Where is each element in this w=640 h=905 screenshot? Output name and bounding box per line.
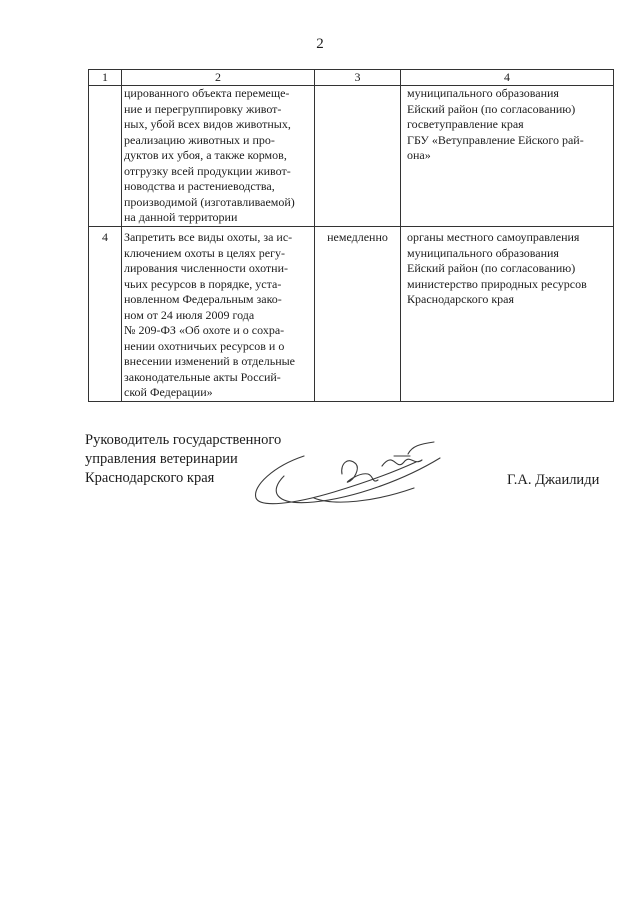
text-line: Запретить все виды охоты, за ис- [124,230,293,244]
signatory-name: Г.А. Джаилиди [507,472,600,488]
text-line: лирования численности охотни- [124,261,289,275]
text-line: отгрузку всей продукции живот- [124,163,291,178]
deadline-cell: немедленно [315,227,401,402]
column-header: 1 [89,70,122,86]
text-line: ном от 24 июля 2009 года [124,307,255,322]
text-line: дуктов их убоя, а также кормов, [124,148,287,162]
text-line: ской Федерации» [124,385,213,399]
text-line: ных, убой всех видов животных, [124,117,291,131]
text-line: она» [407,148,431,162]
text-line: Ейский район (по согласованию) [407,101,576,116]
text-line: ключением охоты в целях регу- [124,245,286,260]
text-line: министерство природных ресурсов [407,276,587,291]
text-line: госветуправление края [407,117,524,131]
signatory-title-line: управления ветеринарии [85,451,238,467]
signatory-title-line: Краснодарского края [85,470,215,486]
text-line: на данной территории [124,210,238,224]
text-line: цированного объекта перемеще- [124,86,290,100]
text-line: муниципального образования [407,245,559,260]
column-header: 4 [401,70,614,86]
text-line: муниципального образования [407,86,559,100]
measure-cell [122,86,315,227]
text-line: чьих ресурсов в порядке, уста- [124,276,282,291]
measures-table [88,69,614,402]
table-row [89,227,614,402]
row-number-cell: 4 [89,227,122,402]
responsible-cell [401,86,614,227]
table-row [89,86,614,227]
text-line: Ейский район (по согласованию) [407,261,576,275]
text-line: новленном Федеральным зако- [124,292,282,306]
table-header-row [89,70,614,86]
text-line: ГБУ «Ветуправление Ейского рай- [407,132,584,147]
text-line: ние и перегруппировку живот- [124,101,282,116]
row-number-cell [89,86,122,227]
text-line: Краснодарского края [407,292,515,306]
column-header: 2 [122,70,315,86]
page-number: 2 [316,36,324,52]
handwritten-signature [244,436,450,520]
column-header: 3 [315,70,401,86]
text-line: законодательные акты Россий- [124,369,281,384]
measure-cell [122,227,315,402]
text-line: новодства и растениеводства, [124,179,275,193]
responsible-cell [401,227,614,402]
text-line: органы местного самоуправления [407,230,580,244]
text-line: внесении изменений в отдельные [124,354,295,368]
text-line: реализацию животных и про- [124,132,275,147]
text-line: нении охотничьих ресурсов и о [124,338,285,353]
signatory-title-line: Руководитель государственного [85,432,282,448]
deadline-cell [315,86,401,227]
text-line: № 209-ФЗ «Об охоте и о сохра- [124,323,285,337]
text-line: производимой (изготавливаемой) [124,194,295,209]
